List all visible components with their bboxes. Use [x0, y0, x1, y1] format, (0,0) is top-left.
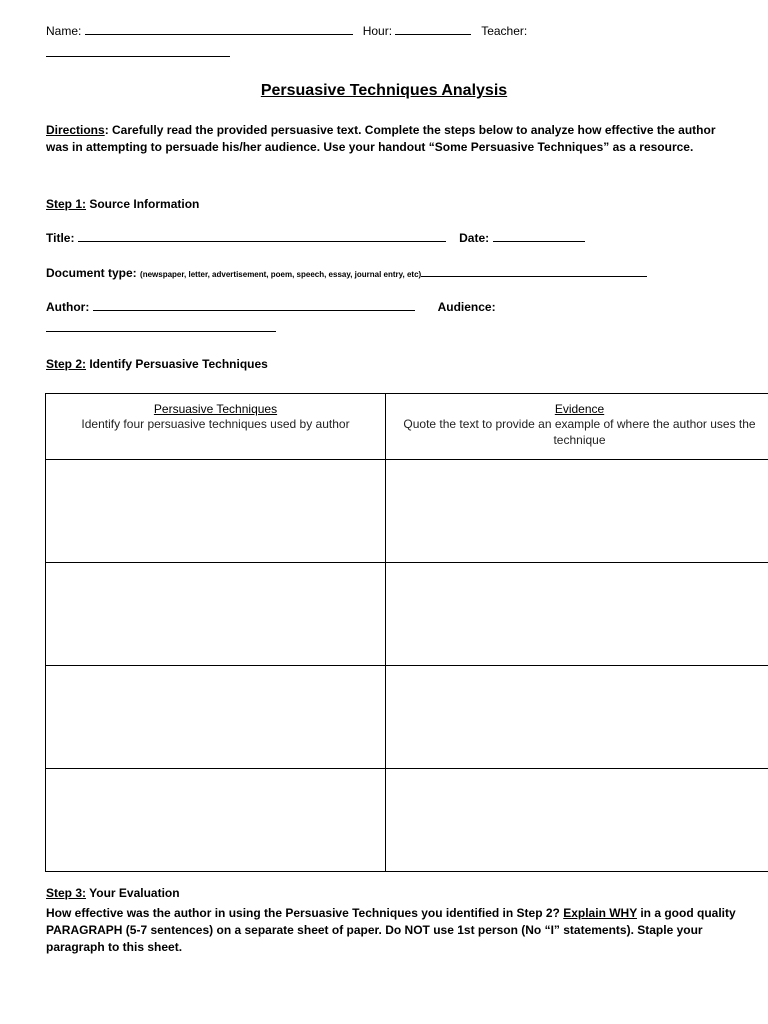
col-techniques-header	[46, 394, 386, 460]
evidence-cell-2[interactable]	[386, 563, 768, 666]
step3-label: Step 3:	[46, 886, 87, 900]
audience-field[interactable]	[46, 331, 276, 332]
directions	[46, 122, 726, 156]
title-field[interactable]	[78, 230, 446, 242]
table-row	[46, 563, 768, 666]
evidence-cell-3[interactable]	[386, 666, 768, 769]
technique-cell-2[interactable]	[46, 563, 386, 666]
evidence-cell-1[interactable]	[386, 460, 768, 563]
name-label: Name:	[46, 24, 82, 38]
step2-heading	[46, 357, 268, 371]
step3-text-before: How effective was the author in using the Persuasive Techniques you identified in Step 2?	[46, 906, 564, 920]
step3-title: Your Evaluation	[86, 886, 180, 900]
step1-label: Step 1:	[46, 197, 87, 211]
doctype-field[interactable]	[421, 265, 647, 277]
step3-instructions	[46, 905, 736, 956]
teacher-field[interactable]	[46, 56, 230, 57]
header-fields	[46, 24, 527, 38]
col-techniques-subtitle: Identify four persuasive techniques used by author	[81, 417, 350, 431]
date-field[interactable]	[493, 230, 585, 242]
technique-cell-1[interactable]	[46, 460, 386, 563]
title-label: Title:	[46, 231, 75, 245]
doctype-row	[46, 265, 647, 280]
hour-label: Hour:	[362, 24, 393, 38]
table-row	[46, 666, 768, 769]
table-row	[46, 769, 768, 872]
technique-cell-3[interactable]	[46, 666, 386, 769]
teacher-label: Teacher:	[481, 24, 528, 38]
date-label: Date:	[459, 231, 490, 245]
techniques-table	[45, 393, 768, 872]
step3-emphasis: Explain WHY	[563, 906, 638, 920]
col-evidence-title: Evidence	[554, 402, 605, 416]
directions-label: Directions	[46, 123, 105, 137]
author-label: Author:	[46, 300, 90, 314]
title-row	[46, 230, 585, 245]
technique-cell-4[interactable]	[46, 769, 386, 872]
step1-heading	[46, 197, 199, 211]
audience-label: Audience:	[437, 300, 496, 314]
page-title: Persuasive Techniques Analysis	[260, 82, 508, 99]
step1-title: Source Information	[86, 197, 200, 211]
evidence-cell-4[interactable]	[386, 769, 768, 872]
step3-text-after: in a good quality PARAGRAPH (5-7 sentences) on a separate sheet of paper. Do NOT use 1st person (No “I” statements). Staple your paragraph to this sheet.	[46, 906, 736, 954]
step2-title: Identify Persuasive Techniques	[86, 357, 268, 371]
doctype-hint: (newspaper, letter, advertisement, poem, speech, essay, journal entry, etc)	[140, 270, 422, 279]
hour-field[interactable]	[395, 24, 471, 35]
author-row	[46, 299, 496, 314]
table-header-row	[46, 394, 768, 460]
directions-text: : Carefully read the provided persuasive text. Complete the steps below to analyze how effective the author was in attempting to persuade his/her audience. Use your handout “Some Persuasive Techniques” as a resource.	[46, 123, 716, 154]
col-evidence-subtitle: Quote the text to provide an example of where the author uses the technique	[403, 417, 756, 447]
col-evidence-header	[386, 394, 768, 460]
step2-label: Step 2:	[46, 357, 87, 371]
doctype-label: Document type:	[46, 266, 137, 280]
name-field[interactable]	[85, 24, 353, 35]
author-field[interactable]	[93, 299, 415, 311]
table-row	[46, 460, 768, 563]
col-techniques-title: Persuasive Techniques	[153, 402, 278, 416]
step3-heading	[46, 886, 180, 900]
